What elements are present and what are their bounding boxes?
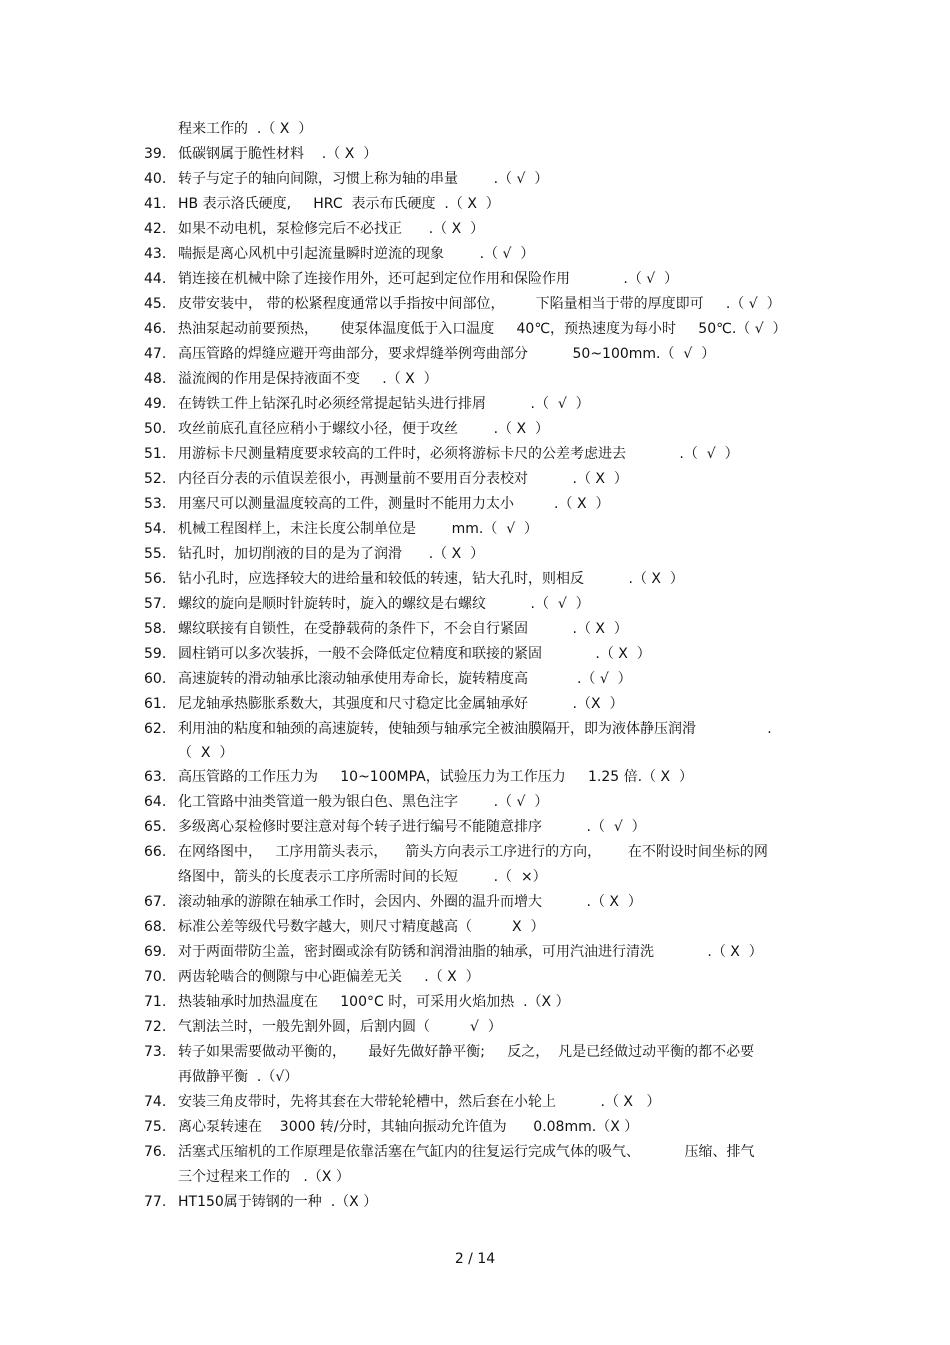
- question-item: [144, 217, 812, 242]
- question-item: [144, 492, 812, 517]
- question-number: 74.: [144, 1094, 167, 1110]
- question-item: [144, 717, 812, 742]
- question-text: 机械工程图样上，未注长度公制单位是 mm.（ √ ）: [178, 521, 539, 537]
- question-number: 59.: [144, 646, 167, 662]
- question-text: 高压管路的焊缝应避开弯曲部分，要求焊缝举例弯曲部分 50~100mm.（ √ ）: [178, 346, 716, 362]
- question-text: 气割法兰时，一般先割外圆，后割内圆（ √ ）: [178, 1019, 502, 1035]
- question-number: 57.: [144, 596, 167, 612]
- question-item: [144, 517, 812, 542]
- question-item: [144, 192, 812, 217]
- question-item: [144, 1015, 812, 1040]
- question-text: 高速旋转的滑动轴承比滚动轴承使用寿命长，旋转精度高 .（ √ ）: [178, 671, 632, 687]
- question-text: 转子与定子的轴向间隙，习惯上称为轴的串量 .（ √ ）: [178, 171, 549, 187]
- question-number: 75.: [144, 1119, 167, 1135]
- question-text: 钻小孔时，应选择较大的进给量和较低的转速，钻大孔时，则相反 .（ X ）: [178, 571, 684, 587]
- question-number: 40.: [144, 171, 167, 187]
- question-item: [144, 142, 812, 167]
- question-number: 41.: [144, 196, 167, 212]
- question-text: 用塞尺可以测量温度较高的工件，测量时不能用力太小 .（ X ）: [178, 496, 610, 512]
- question-item: [144, 1115, 812, 1140]
- question-item: [144, 342, 812, 367]
- question-number: 60.: [144, 671, 167, 687]
- question-number: 73.: [144, 1044, 167, 1060]
- question-item: [144, 292, 812, 317]
- question-item: [144, 965, 812, 990]
- question-item: [144, 167, 812, 192]
- question-item: [144, 692, 812, 717]
- question-text: 钻孔时，加切削液的目的是为了润滑 .（ X ）: [178, 546, 485, 562]
- question-number: 61.: [144, 696, 167, 712]
- question-text: 销连接在机械中除了连接作用外，还可起到定位作用和保险作用 .（ √ ）: [178, 271, 679, 287]
- question-item: [144, 617, 812, 642]
- question-text: 低碳钢属于脆性材料 .（ X ）: [178, 146, 378, 162]
- question-number: 77.: [144, 1194, 167, 1210]
- question-text: 络图中，箭头的长度表示工序所需时间的长短 .（ ×）: [178, 869, 547, 885]
- question-item: [144, 765, 812, 790]
- question-text: 多级离心泵检修时要注意对每个转子进行编号不能随意排序 .（ √ ）: [178, 819, 646, 835]
- question-item: [144, 542, 812, 567]
- question-item: [144, 317, 812, 342]
- question-text: 螺纹联接有自锁性，在受静载荷的条件下，不会自行紧固 .（ X ）: [178, 621, 628, 637]
- question-item: [144, 1190, 812, 1215]
- question-text: 高压管路的工作压力为 10~100MPA，试验压力为工作压力 1.25 倍.（ X ）: [178, 769, 693, 785]
- question-number: 76.: [144, 1144, 167, 1160]
- question-text: 热油泵起动前要预热， 使泵体温度低于入口温度 40℃，预热速度为每小时 50℃.（ √ ）: [178, 321, 787, 337]
- question-number: 70.: [144, 969, 167, 985]
- question-item: [144, 940, 812, 965]
- question-number: 58.: [144, 621, 167, 637]
- question-text: 再做静平衡 .（√）: [178, 1069, 299, 1085]
- question-item: [144, 417, 812, 442]
- question-item: [144, 790, 812, 815]
- question-text: 利用油的粘度和轴颈的高速旋转，使轴颈与轴承完全被油膜隔开，即为液体静压润滑 .: [178, 721, 772, 737]
- question-continuation: [144, 742, 812, 765]
- question-continuation: [144, 1165, 812, 1190]
- question-text: 标准公差等级代号数字越大，则尺寸精度越高（ X ）: [178, 919, 545, 935]
- question-text: 化工管路中油类管道一般为银白色、黑色注字 .（ √ ）: [178, 794, 549, 810]
- page-number: 2 / 14: [454, 1251, 496, 1267]
- question-number: 47.: [144, 346, 167, 362]
- question-number: 65.: [144, 819, 167, 835]
- question-item: [144, 990, 812, 1015]
- question-text: 皮带安装中， 带的松紧程度通常以手指按中间部位， 下陷量相当于带的厚度即可 .（ √ ）: [178, 296, 781, 312]
- question-number: 43.: [144, 246, 167, 262]
- question-text: 内径百分表的示值误差很小，再测量前不要用百分表校对 .（ X ）: [178, 471, 628, 487]
- question-text: 如果不动电机，泵检修完后不必找正 .（ X ）: [178, 221, 485, 237]
- question-number: 39.: [144, 146, 167, 162]
- question-number: 53.: [144, 496, 167, 512]
- question-number: 48.: [144, 371, 167, 387]
- question-text: 对于两面带防尘盖，密封圈或涂有防锈和润滑油脂的轴承，可用汽油进行清洗 .（ X ）: [178, 944, 763, 960]
- question-number: 51.: [144, 446, 167, 462]
- question-number: 66.: [144, 844, 167, 860]
- question-item: [144, 815, 812, 840]
- question-item: [144, 592, 812, 617]
- question-text: 程来工作的 .（ X ）: [178, 121, 313, 137]
- question-text: 活塞式压缩机的工作原理是依靠活塞在气缸内的往复运行完成气体的吸气、 压缩、排气: [178, 1144, 755, 1160]
- question-continuation: [144, 865, 812, 890]
- question-text: 热装轴承时加热温度在 100°C 时，可采用火焰加热 .（X ）: [178, 994, 570, 1010]
- question-item: [144, 467, 812, 492]
- question-text: 尼龙轴承热膨胀系数大，其强度和尺寸稳定比金属轴承好 .（X ）: [178, 696, 624, 712]
- question-item: [144, 890, 812, 915]
- question-number: 50.: [144, 421, 167, 437]
- question-number: 46.: [144, 321, 167, 337]
- question-text: 转子如果需要做动平衡的， 最好先做好静平衡; 反之， 凡是已经做过动平衡的都不必要: [178, 1044, 755, 1060]
- question-text: 用游标卡尺测量精度要求较高的工件时，必须将游标卡尺的公差考虑进去 .（ √ ）: [178, 446, 739, 462]
- question-number: 72.: [144, 1019, 167, 1035]
- question-text: （ X ）: [178, 745, 234, 761]
- question-number: 42.: [144, 221, 167, 237]
- question-item: [144, 1140, 812, 1165]
- question-number: 68.: [144, 919, 167, 935]
- question-text: HB 表示洛氏硬度, HRC 表示布氏硬度 .（ X ）: [178, 196, 500, 212]
- question-item: [144, 367, 812, 392]
- question-text: 三个过程来工作的 .（X ）: [178, 1169, 350, 1185]
- question-text: HT150属于铸钢的一种 .（X ）: [178, 1194, 378, 1210]
- question-item: [144, 392, 812, 417]
- question-item: [144, 442, 812, 467]
- question-number: 71.: [144, 994, 167, 1010]
- question-item: [144, 567, 812, 592]
- question-text: 圆柱销可以多次装拆，一般不会降低定位精度和联接的紧固 .（ X ）: [178, 646, 651, 662]
- question-number: 64.: [144, 794, 167, 810]
- question-number: 52.: [144, 471, 167, 487]
- question-number: 44.: [144, 271, 167, 287]
- question-number: 54.: [144, 521, 167, 537]
- question-text: 离心泵转速在 3000 转/分时，其轴向振动允许值为 0.08mm.（X ）: [178, 1119, 639, 1135]
- question-item: [144, 915, 812, 940]
- question-text: 攻丝前底孔直径应稍小于螺纹小径，便于攻丝 .（ X ）: [178, 421, 549, 437]
- question-number: 56.: [144, 571, 167, 587]
- question-number: 69.: [144, 944, 167, 960]
- question-number: 67.: [144, 894, 167, 910]
- question-text: 溢流阀的作用是保持液面不变 .（ X ）: [178, 371, 438, 387]
- question-item: [144, 242, 812, 267]
- question-item: [144, 1090, 812, 1115]
- question-item: [144, 1040, 812, 1065]
- question-continuation: [144, 1065, 812, 1090]
- question-number: 45.: [144, 296, 167, 312]
- question-list: [144, 117, 812, 1215]
- question-continuation: [144, 117, 812, 142]
- question-number: 55.: [144, 546, 167, 562]
- question-text: 滚动轴承的游隙在轴承工作时，会因内、外圈的温升而增大 .（ X ）: [178, 894, 642, 910]
- question-text: 两齿轮啮合的侧隙与中心距偏差无关 .（ X ）: [178, 969, 480, 985]
- question-number: 62.: [144, 721, 167, 737]
- question-item: [144, 667, 812, 692]
- question-text: 喘振是离心风机中引起流量瞬时逆流的现象 .（ √ ）: [178, 246, 535, 262]
- question-item: [144, 840, 812, 865]
- question-number: 49.: [144, 396, 167, 412]
- question-text: 螺纹的旋向是顺时针旋转时，旋入的螺纹是右螺纹 .（ √ ）: [178, 596, 590, 612]
- question-text: 在网络图中， 工序用箭头表示， 箭头方向表示工序进行的方向， 在不附设时间坐标的网: [178, 844, 768, 860]
- question-item: [144, 267, 812, 292]
- question-number: 63.: [144, 769, 167, 785]
- question-item: [144, 642, 812, 667]
- question-text: 安装三角皮带时，先将其套在大带轮轮槽中，然后套在小轮上 .（ X ）: [178, 1094, 661, 1110]
- question-text: 在铸铁工件上钻深孔时必须经常提起钻头进行排屑 .（ √ ）: [178, 396, 590, 412]
